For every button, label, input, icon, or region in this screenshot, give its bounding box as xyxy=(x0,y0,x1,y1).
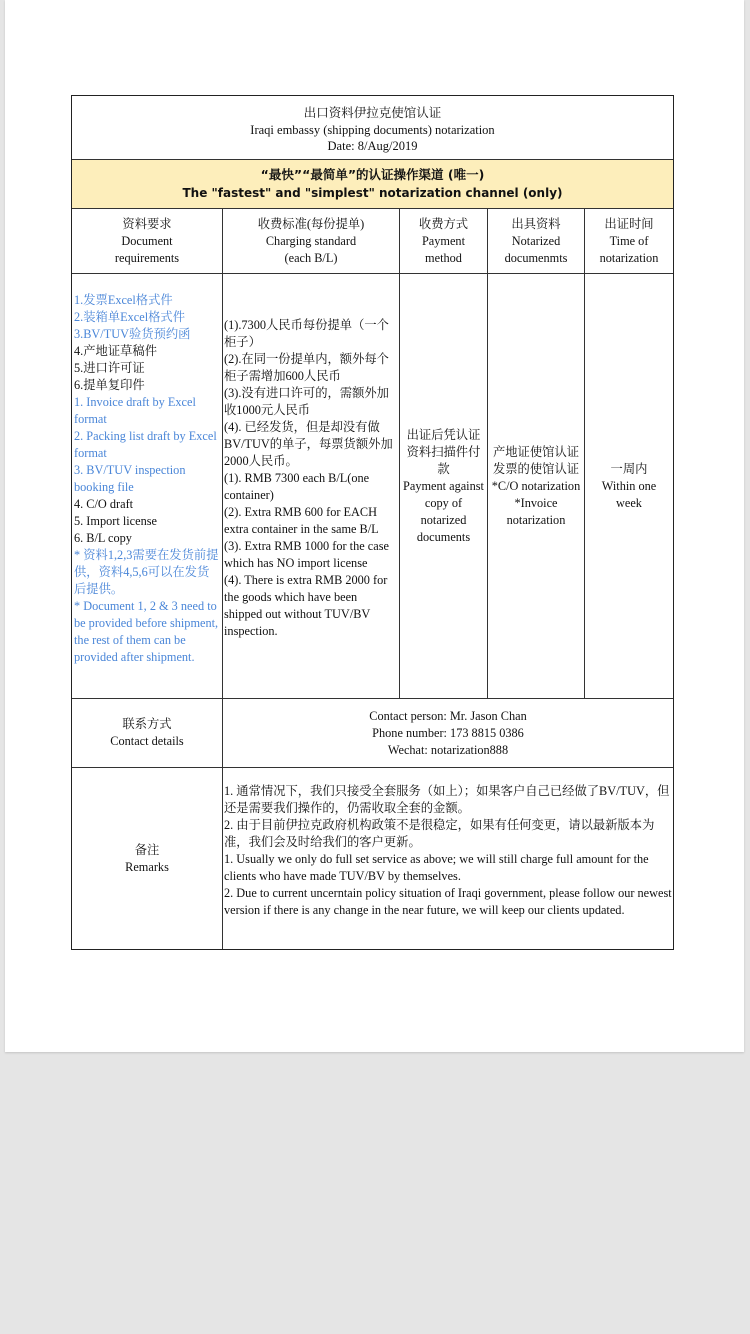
col-header-cn: 资料要求 xyxy=(122,217,172,231)
payment-cn: 出证后凭认证资料扫描件付款 xyxy=(406,427,481,476)
payment-en: Payment against copy of notarized documents xyxy=(403,478,484,544)
col-header-time xyxy=(585,210,673,273)
col-header-cn: 收费方式 xyxy=(418,217,469,231)
col-header-payment xyxy=(400,210,487,273)
contact-label-en: Contact details xyxy=(110,734,184,748)
col-header-requirements xyxy=(72,210,222,273)
remarks-label-cn: 备注 xyxy=(134,842,160,857)
title-en: Iraqi embassy (shipping documents) notarization xyxy=(250,122,495,137)
charging-cell xyxy=(224,317,398,640)
contact-phone: Phone number: 173 8815 0386 xyxy=(372,725,524,740)
contact-wechat: Wechat: notarization888 xyxy=(387,742,509,757)
col-header-en: requirements xyxy=(114,251,180,265)
list-item: (3).没有进口许可的，需额外加收1000元人民币 xyxy=(224,386,389,417)
payment-cell xyxy=(400,274,487,698)
col-header-cn: 出证时间 xyxy=(604,217,654,231)
list-item: (2).在同一份提单内，额外每个柜子需增加600人民币 xyxy=(224,352,389,383)
requirements-cell xyxy=(73,292,222,666)
list-item: 3.BV/TUV验货预约函 xyxy=(74,327,191,341)
col-header-en: Time of xyxy=(609,234,649,248)
time-cell xyxy=(585,274,673,698)
col-header-cn: 收费标准(每份提单) xyxy=(257,217,365,231)
notarized-en-1: *C/O notarization xyxy=(491,478,581,493)
col-header-charging xyxy=(223,210,399,273)
contact-person: Contact person: Mr. Jason Chan xyxy=(369,708,527,723)
notarized-en-2: *Invoice notarization xyxy=(506,495,566,527)
col-header-notarized xyxy=(488,210,584,273)
list-item: 1.发票Excel格式件 xyxy=(74,293,173,307)
notarized-cn: 产地证使馆认证 发票的使馆认证 xyxy=(492,444,580,476)
divider xyxy=(222,209,223,949)
remarks-label xyxy=(72,768,222,949)
list-item: 6. B/L copy xyxy=(74,531,132,545)
note-en: * Document 1, 2 & 3 need to be provided before shipment, the rest of them can be provided after shipment. xyxy=(74,599,219,664)
list-item: 6.提单复印件 xyxy=(74,378,145,392)
list-item: 4. C/O draft xyxy=(74,497,134,511)
title-cn: 出口资料伊拉克使馆认证 xyxy=(303,106,442,120)
note-cn: * 资料1,2,3需要在发货前提供，资料4,5,6可以在发货后提供。 xyxy=(74,548,219,596)
col-header-en: Notarized xyxy=(511,234,561,248)
notarized-cell xyxy=(488,274,584,698)
col-header-en: Payment xyxy=(421,234,466,248)
time-en: Within one week xyxy=(601,478,657,510)
list-item: (1). RMB 7300 each B/L(one container) xyxy=(224,471,370,502)
col-header-en: notarization xyxy=(599,251,659,265)
col-header-en: Document xyxy=(121,234,173,248)
list-item: 3. BV/TUV inspection booking file xyxy=(74,463,186,494)
list-item: 2.装箱单Excel格式件 xyxy=(74,310,185,324)
list-item: (2). Extra RMB 600 for EACH extra container in the same B/L xyxy=(224,505,379,536)
table-header xyxy=(72,96,673,160)
contact-details xyxy=(223,699,673,767)
contact-label xyxy=(72,699,222,767)
col-header-en: (each B/L) xyxy=(284,251,338,265)
remark-line: 2. Due to current uncerntain policy situation of Iraqi government, please follow our newest version if there is any change in the near future, we will keep our clients updated. xyxy=(224,886,672,917)
time-cn: 一周内 xyxy=(610,461,648,476)
highlight-en: The "fastest" and "simplest" notarization channel (only) xyxy=(182,186,563,200)
remark-line: 1. 通常情况下，我们只接受全套服务（如上）；如果客户自己已经做了BV/TUV，但还是需要我们操作的，仍需收取全套的金额。 xyxy=(224,784,670,815)
col-header-en: Charging standard xyxy=(265,234,357,248)
list-item: (4). 已经发货，但是却没有做BV/TUV的单子，每票货额外加2000人民币。 xyxy=(224,420,393,468)
list-item: (3). Extra RMB 1000 for the case which has NO import license xyxy=(224,539,389,570)
list-item: (1).7300人民币每份提单（一个柜子） xyxy=(224,318,389,349)
remarks-text xyxy=(224,783,672,919)
list-item: 5.进口许可证 xyxy=(74,361,145,375)
col-header-en: documenmts xyxy=(504,251,568,265)
list-item: 1. Invoice draft by Excel format xyxy=(74,395,196,426)
highlight-cn: “最快”“最简单”的认证操作渠道 (唯一) xyxy=(260,167,485,182)
list-item: (4). There is extra RMB 2000 for the goods which have been shipped out without TUV/BV inspection. xyxy=(224,573,388,638)
remarks-label-en: Remarks xyxy=(125,859,169,874)
col-header-cn: 出具资料 xyxy=(511,217,561,231)
col-header-en: method xyxy=(425,251,462,265)
list-item: 5. Import license xyxy=(74,514,157,528)
list-item: 2. Packing list draft by Excel format xyxy=(74,429,217,460)
date: Date: 8/Aug/2019 xyxy=(327,139,418,153)
remark-line: 1. Usually we only do full set service as above; we will still charge full amount for the clients who have made TUV/BV by themselves. xyxy=(224,852,649,883)
contact-label-cn: 联系方式 xyxy=(122,717,172,731)
highlight-row xyxy=(72,160,673,209)
list-item: 4.产地证草稿件 xyxy=(74,344,158,358)
remark-line: 2. 由于目前伊拉克政府机构政策不是很稳定，如果有任何变更，请以最新版本为准，我们会及时给我们的客户更新。 xyxy=(224,818,655,849)
